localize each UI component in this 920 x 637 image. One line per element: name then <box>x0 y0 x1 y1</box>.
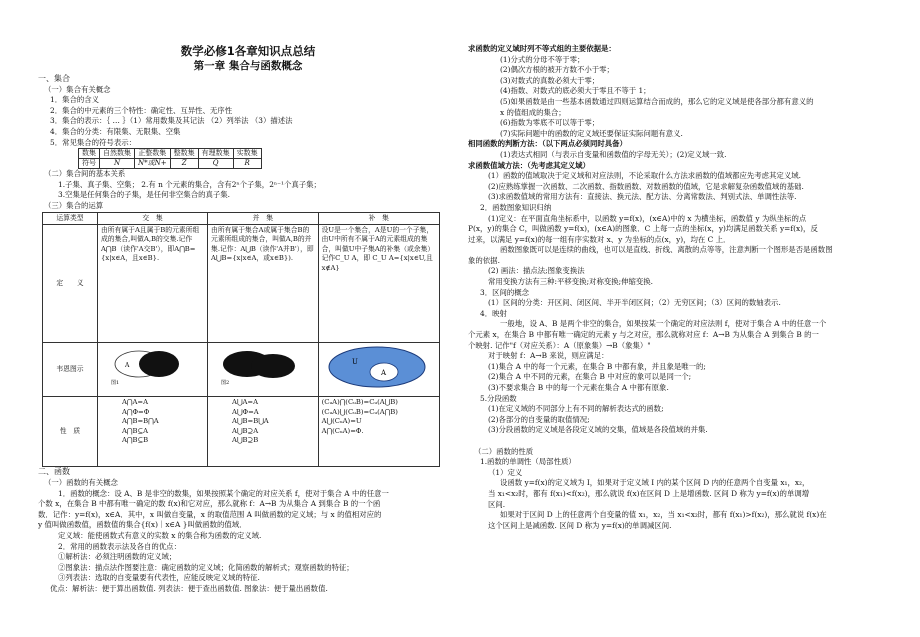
text-line: 5.分段函数 <box>480 393 517 403</box>
right-column <box>468 0 888 531</box>
text-line: x 的值组成的集合； <box>500 107 566 117</box>
set-operations-table <box>42 212 440 468</box>
text-line: 求函数的定义域时列不等式组的主要依据是： <box>468 44 616 53</box>
property-line: A⋃B⊇A <box>232 426 259 435</box>
ops-def-complement: 设U是一个集合，A是U的一个子集，由U中所有不属于A的元素组成的集合，叫做U中子集A的补集（或余集）记作C_U A，即 C_U A={x|x∈U,且x∉A} <box>318 224 439 342</box>
set-symbol-cell: R <box>233 159 261 169</box>
set-symbol-cell: 自然数集 <box>100 149 135 159</box>
property-line: A⋂B=B⋂A <box>122 417 159 426</box>
text-line: (2)偶次方根的被开方数不小于零； <box>500 65 614 75</box>
text-line: 设函数 y=f(x)的定义域为 I，如果对于定义域 I 内的某个区间 D 内的任意两个自变量 x₁，x₂， <box>500 478 810 488</box>
text-line: 1．集合的含义 <box>50 95 100 105</box>
text-line: ①解析法：必须注明函数的定义域； <box>58 552 177 562</box>
text-line: (3)分段函数的定义域是各段定义域的交集，值域是各段值域的并集. <box>488 425 708 435</box>
text-line: 3．集合的表示：｛ … ｝（1）常用数集及其记法 （2）列举法 （3）描述法 <box>50 116 293 126</box>
set-symbol-cell: 有理数集 <box>198 149 233 159</box>
text-line: (4)指数、对数式的底必须大于零且不等于 1； <box>500 86 651 96</box>
text-line: 优点：解析法：便于算出函数值. 列表法：便于查出函数值. 图象法：便于量出函数值. <box>50 583 328 593</box>
text-line: 当 x₁<x₂时，都有 f(x₁)<f(x₂)，那么就说 f(x)在区间 D 上是增函数. 区间 D 称为 y=f(x)的单调增 <box>488 488 810 498</box>
text-line: 过来，以满足 y=f(x)的每一组有序实数对 x、y 为坐标的点(x，y)，均在 C 上． <box>468 234 731 244</box>
text-line: 4．集合的分类：有限集、无限集、空集 <box>50 126 181 136</box>
set-symbol-row-symbols <box>79 159 262 169</box>
property-line: A⋃A=A <box>232 398 259 407</box>
property-line: (CᵤA)⋃(CᵤB)=Cᵤ(A⋂B) <box>321 407 398 416</box>
text-line: 求函数值域方法：（先考虑其定义域） <box>468 160 590 170</box>
text-line: (2)应熟练掌握一次函数、二次函数、指数函数、对数函数的值域，它是求解复杂函数值域的基础. <box>488 181 804 191</box>
set-symbol-cell: Q <box>198 159 233 169</box>
property-line: A⋂A=A <box>122 398 148 407</box>
ops-prop-union <box>208 397 319 467</box>
venn-caption-1: 图1 <box>111 379 120 386</box>
text-line: 相同函数的判断方法：（以下两点必须同时具备） <box>468 139 627 149</box>
set-symbol-cell: N*或N+ <box>135 159 171 169</box>
section-set-relations <box>38 169 458 211</box>
venn-intersection-diagram <box>101 344 201 388</box>
text-line: (2)集合 A 中不同的元素，在集合 B 中对应的象可以是同一个; <box>488 372 692 382</box>
ops-head-intersection: 交 集 <box>98 212 208 224</box>
chapter-title: 第一章 集合与函数概念 <box>193 60 303 72</box>
text-line: (1)定义：在平面直角坐标系中，以函数 y=f(x)，(x∈A)中的 x 为横坐标，函数值 y 为纵坐标的点 <box>488 213 807 223</box>
text-line: 定义域：能使函数式有意义的实数 x 的集合称为函数的定义域. <box>58 530 262 540</box>
set-symbol-cell: 实数集 <box>233 149 261 159</box>
text-line: 2．集合的中元素的三个特性：确定性、互异性、无序性 <box>50 105 233 115</box>
left-column <box>38 0 458 594</box>
property-line: A⋃Φ=A <box>232 407 259 416</box>
page-title: 数学必修1各章知识点总结 <box>180 44 316 58</box>
ops-prop-intersection <box>98 397 208 467</box>
ops-prop-label: 性 质 <box>43 397 98 467</box>
text-line: (7)实际问题中的函数的定义域还要保证实际问题有意义. <box>500 128 683 138</box>
text-line: P(x，y)的集合 C，叫做函数 y=f(x)，(x∈A)的图象．C 上每一点的坐标(x，y)均满足函数关系 y=f(x)，反 <box>468 224 818 234</box>
text-line: 4．映射 <box>480 308 507 318</box>
section-functions <box>38 467 458 594</box>
text-line: (2) 画法：描点法;图象变换法 <box>488 266 585 276</box>
text-line: 3.空集是任何集合的子集，是任何非空集合的真子集. <box>58 190 230 200</box>
venn-union-diagram <box>211 344 311 388</box>
set-symbol-cell: N <box>100 159 135 169</box>
text-line: 个元素 x，在集合 B 中都有唯一确定的元素 y 与之对应，那么就称对应 f：A→B 为从集合 A 到集合 B 的一 <box>468 330 819 340</box>
text-line: 数．记作：y=f(x)，x∈A．其中，x 叫做自变量，x 的取值范围 A 叫做函数的定义域；与 x 的值相对应的 <box>38 509 382 519</box>
text-line: （一）函数的有关概念 <box>44 477 118 487</box>
venn-complement <box>318 342 439 396</box>
text-line: y 值叫做函数值，函数值的集合{f(x)｜x∈A }叫做函数的值域． <box>38 520 247 530</box>
text-line: 区间. <box>488 499 506 509</box>
ops-prop-complement <box>318 397 439 467</box>
venn-label-a-complement: A <box>380 368 386 377</box>
text-line: （二）集合间的基本关系 <box>44 169 126 179</box>
ops-def-intersection: 由所有属于A且属于B的元素所组成的集合,叫做A,B的交集.记作A⋂B（读作'A交B'），即A⋂B={x|x∈A，且x∈B}. <box>98 224 208 342</box>
text-line: (1)在定义域的不同部分上有不同的解析表达式的函数; <box>488 404 664 414</box>
text-line: (1)集合 A 中的每一个元素，在集合 B 中都有象，并且象是唯一的; <box>488 361 706 371</box>
text-line: 2．常用的函数表示法及各自的优点： <box>58 541 181 551</box>
text-line: 1.函数的单调性（局部性质） <box>480 457 576 467</box>
text-line: （一）集合有关概念 <box>44 84 111 94</box>
venn-label-a: A <box>125 361 130 369</box>
set-symbol-cell: 数集 <box>79 149 100 159</box>
text-line: 3．区间的概念 <box>480 287 530 297</box>
text-line: (1)分式的分母不等于零； <box>500 54 585 64</box>
text-line: (3)对数式的真数必须大于零； <box>500 75 600 85</box>
set-symbol-cell: 正整数集 <box>135 149 171 159</box>
venn-union <box>208 342 319 396</box>
ops-def-union: 由所有属于集合A或属于集合B的元素所组成的集合，叫做A,B的并集.记作：A⋃B（读作'A并B'），即A⋃B={x|x∈A，或x∈B}). <box>208 224 319 342</box>
property-line: A⋃(CᵤA)=U <box>321 417 362 426</box>
set-symbol-row-names <box>79 149 262 159</box>
venn-complement-diagram <box>322 344 432 392</box>
text-line: 1.子集、真子集、空集； 2.有 n 个元素的集合，含有2ⁿ个子集，2ⁿ⁻¹个真子集； <box>58 179 321 189</box>
ops-def-label: 定 义 <box>43 224 98 342</box>
text-line: ③列表法：选取的自变量要有代表性，应能反映定义域的特征. <box>58 573 260 583</box>
text-line: 5．常见集合的符号表示： <box>50 137 137 147</box>
property-line: (CᵤA)⋂(CᵤB)=Cᵤ(A⋃B) <box>321 398 398 407</box>
text-line: 对于映射 f：A→B 来说，则应满足： <box>488 351 609 361</box>
text-line <box>468 436 888 447</box>
set-symbol-cell: 符号 <box>79 159 100 169</box>
ops-head-complement: 补 集 <box>318 212 439 224</box>
text-line: 1．函数的概念：设 A、B 是非空的数集，如果按照某个确定的对应关系 f，使对于集合 A 中的任意一 <box>58 488 389 498</box>
text-line: (5)如果函数是由一些基本函数通过四则运算结合而成的，那么它的定义域是使各部分都有意义的 <box>500 96 814 106</box>
text-line: (6)指数为零底不可以等于零； <box>500 118 600 128</box>
text-line: 这个区间上是减函数. 区间 D 称为 y=f(x)的单调减区间. <box>488 520 672 530</box>
text-line: 如果对于区间 D 上的任意两个自变量的值 x₁，x₂，当 x₁<x₂时，都有 f(x₁)>f(x₂)，那么就说 f(x)在 <box>500 510 827 520</box>
text-line: 2．函数图象知识归纳 <box>480 202 552 212</box>
property-line: A⋃B⊇B <box>232 435 259 444</box>
text-line: 常用变换方法有三种:平移变换;对称变换;伸缩变换. <box>488 277 654 287</box>
ops-head-type: 运算类型 <box>43 212 98 224</box>
text-line: (1)表达式相同（与表示自变量和函数值的字母无关）；(2)定义域一致. <box>500 149 727 159</box>
text-line: 函数图象既可以是连续的曲线，也可以是直线、折线、离散的点等等，注意判断一个图形是否是函数图 <box>500 245 833 255</box>
text-line: 象的依据. <box>468 255 500 265</box>
text-line: (1）区间的分类：开区间、闭区间、半开半闭区间；（2）无穷区间；（3）区间的数轴表示. <box>488 298 781 308</box>
property-line: A⋂(CᵤA)=Φ. <box>321 426 364 435</box>
set-symbol-table <box>78 148 262 169</box>
property-line: A⋂B⊆B <box>122 435 149 444</box>
text-line: ②图象法：描点法作图要注意：确定函数的定义域；化简函数的解析式；观察函数的特征； <box>58 562 354 572</box>
text-line: 一、集合 <box>38 74 70 83</box>
section-sets-intro <box>38 74 458 148</box>
property-line: A⋃B=B⋃A <box>232 417 269 426</box>
ops-head-union: 并 集 <box>208 212 319 224</box>
text-line: （三）集合的运算 <box>44 200 104 210</box>
text-line: 个映射. 记作"f（对应关系）：A（原象集）→B（象集）" <box>468 340 651 350</box>
text-line: （二）函数的性质 <box>474 446 534 456</box>
text-line: 二、函数 <box>38 467 70 477</box>
text-line: (3)不要求集合 B 中的每一个元素在集合 A 中都有原象. <box>488 383 669 392</box>
text-line: (2)各部分的自变量的取值情况; <box>488 414 590 424</box>
section-domain-range <box>468 44 888 531</box>
text-line: (1）函数的值域取决于定义域和对应法则，不论采取什么方法求函数的值域都应先考虑其定义域. <box>488 171 801 181</box>
set-symbol-cell: Z <box>170 159 198 169</box>
text-line: 一般地，设 A、B 是两个非空的集合，如果按某一个确定的对应法则 f，使对于集合 A 中的任意一个 <box>500 319 827 329</box>
text-line: (3)求函数值域的常用方法有：直接法、换元法、配方法、分离常数法、判别式法、单调性法等. <box>488 192 797 202</box>
venn-caption-2: 图2 <box>221 379 230 386</box>
property-line: A⋂B⊆A <box>122 426 149 435</box>
venn-label-u: U <box>351 357 358 366</box>
property-line: A⋂Φ=Φ <box>122 407 150 416</box>
ops-venn-label: 韦恩图示 <box>43 342 98 396</box>
text-line: 个数 x，在集合 B 中都有唯一确定的数 f(x)和它对应，那么就称 f：A→B 为从集合 A 到集合 B 的一个函 <box>38 499 381 509</box>
set-symbol-cell: 整数集 <box>170 149 198 159</box>
venn-intersection <box>98 342 208 396</box>
text-line: （1）定义 <box>488 467 523 477</box>
